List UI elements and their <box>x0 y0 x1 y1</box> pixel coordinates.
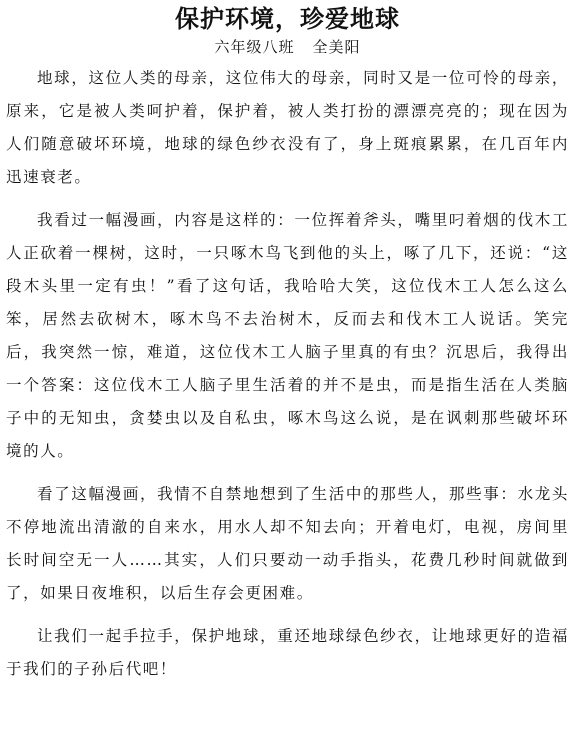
author-byline <box>6 36 569 58</box>
paragraph-2: 我看过一幅漫画，内容是这样的：一位挥着斧头，嘴里叼着烟的伐木工人正砍着一棵树，这时，一只啄木鸟飞到他的头上，啄了几下，还说：“这段木头里一定有虫！”看了这句话，我哈哈大笑，这位伐木工人怎么这么笨，居然去砍树木，啄木鸟不去治树木，反而去和伐木工人说话。笑完后，我突然一惊，难道，这位伐木工人脑子里真的有虫？沉思后，我得出一个答案：这位伐木工人脑子里生活着的并不是虫，而是指生活在人类脑子中的无知虫，贪婪虫以及自私虫，啄木鸟这么说，是在讽刺那些破坏环境的人。 <box>6 211 569 460</box>
grade-class: 六年级八班 <box>214 38 295 56</box>
paragraph-3: 看了这幅漫画，我情不自禁地想到了生活中的那些人，那些事：水龙头不停地流出清澈的自来水，用水人却不知去向；开着电灯，电视，房间里长时间空无一人……其实，人们只要动一动手指头，花费几秒时间就做到了，如果日夜堆积，以后生存会更困难。 <box>6 485 569 602</box>
paragraph-4: 让我们一起手拉手，保护地球，重还地球绿色纱衣，让地球更好的造福于我们的子孙后代吧！ <box>6 627 569 678</box>
document-title: 保护环境，珍爱地球 <box>175 4 400 33</box>
author-name: 全美阳 <box>312 38 361 56</box>
paragraph-1: 地球，这位人类的母亲，这位伟大的母亲，同时又是一位可怜的母亲，原来，它是被人类呵护着，保护着，被人类打扮的漂漂亮亮的；现在因为人们随意破坏环境，地球的绿色纱衣没有了，身上斑痕累累，在几百年内迅速衰老。 <box>6 69 569 186</box>
